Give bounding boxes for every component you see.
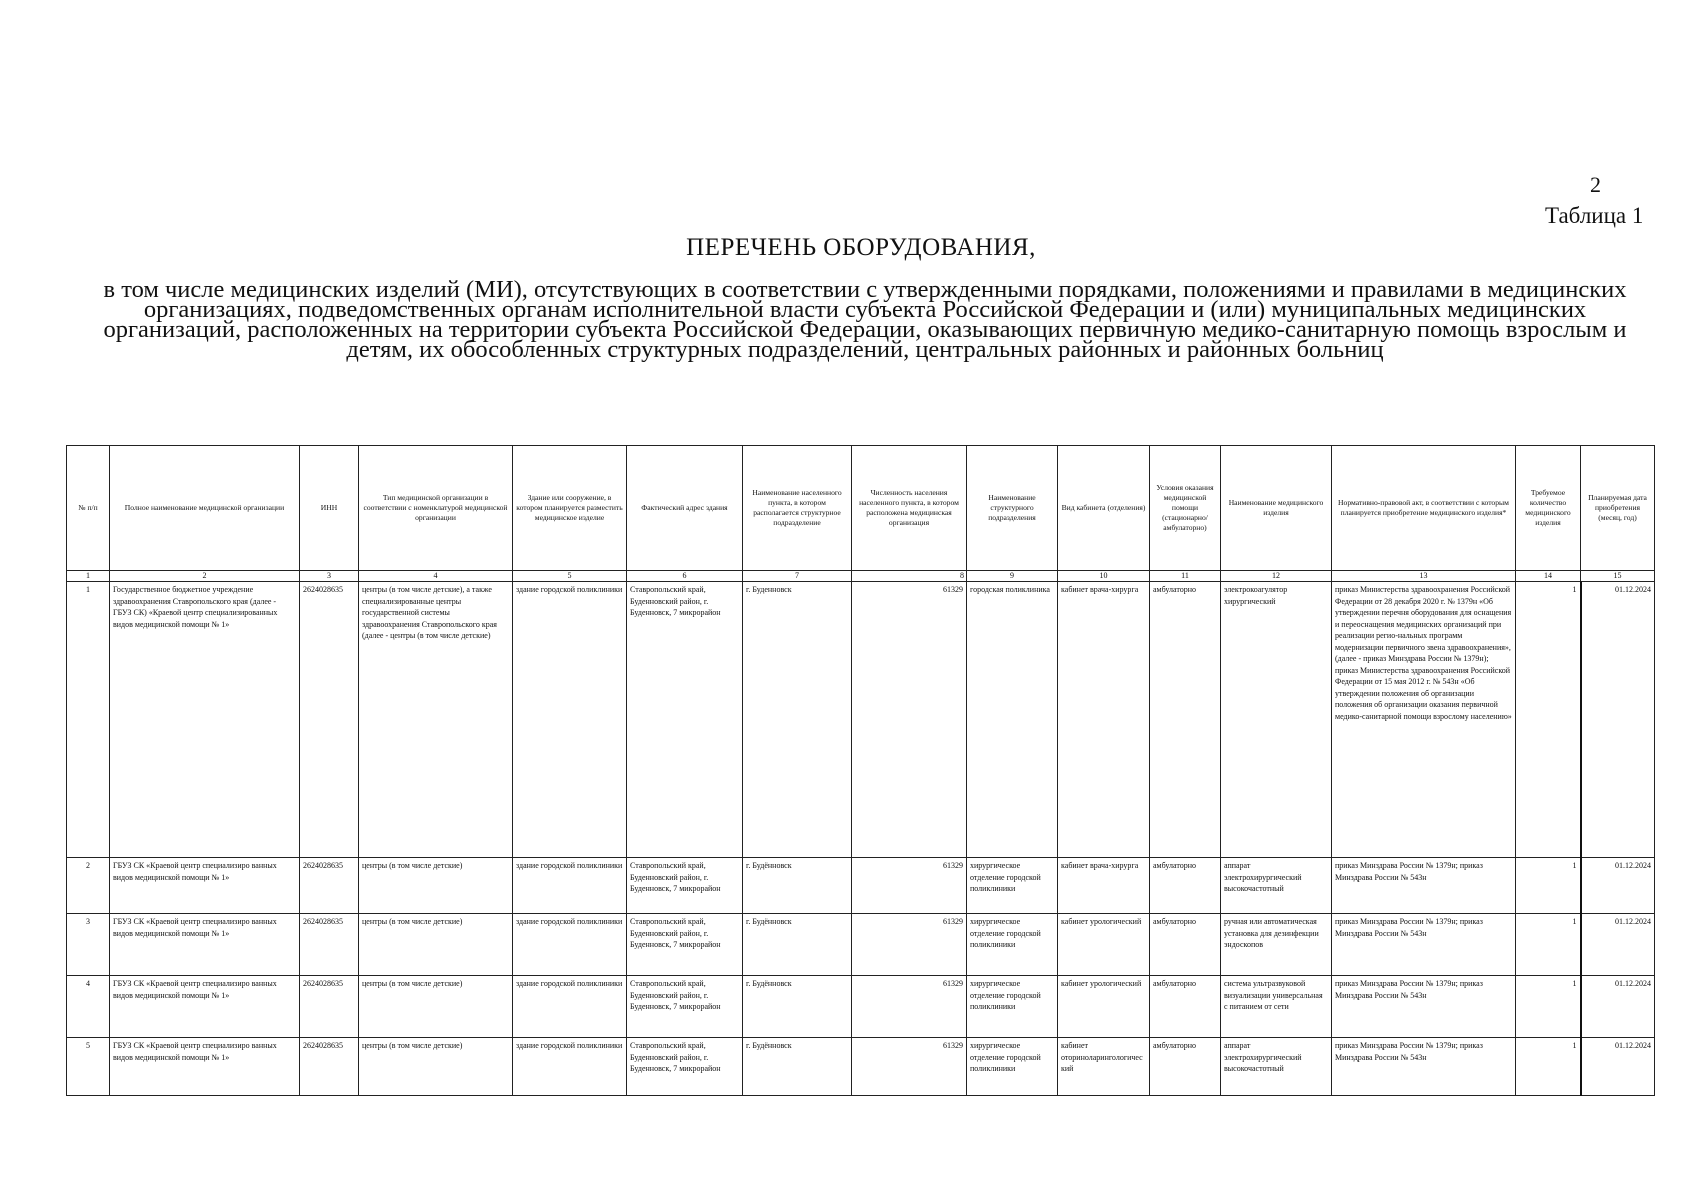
- document-subtitle: в том числе медицинских изделий (МИ), отсутствующих в соответствии с утвержденными порядками, положениями и правилами в медицинских организациях, подведомственных органам исполнительной власти субъекта Российской Федерации и (или) муниципальных медицинских организаций, расположенных на территории субъекта Российской Федерации, оказывающих первичную медико-санитарную помощь взрослым и детям, их обособленных структурных подразделений, центральных районных и районных больниц: [103, 276, 1627, 363]
- cell-inn: 2624028635: [300, 1038, 359, 1096]
- cell-cabinet: кабинет врача-хирурга: [1058, 858, 1150, 914]
- cell-cabinet: кабинет урологический: [1058, 914, 1150, 976]
- table-row: [67, 858, 1655, 914]
- cell-type: центры (в том числе детские): [359, 976, 513, 1038]
- cell-device: ручная или автоматическая установка для дезинфекции эндоскопов: [1221, 914, 1332, 976]
- cell-org: ГБУЗ СК «Краевой центр специализиро ванных видов медицинской помощи № 1»: [110, 914, 300, 976]
- column-number: 4: [359, 571, 513, 582]
- column-header: Вид кабинета (отделения): [1058, 446, 1150, 571]
- column-number: 9: [967, 571, 1058, 582]
- column-header: ИНН: [300, 446, 359, 571]
- cell-act: приказ Минздрава России № 1379н; приказ Минздрава России № 543н: [1332, 1038, 1516, 1096]
- cell-building: здание городской поликлиники: [513, 976, 627, 1038]
- cell-org: ГБУЗ СК «Краевой центр специализиро ванных видов медицинской помощи № 1»: [110, 1038, 300, 1096]
- cell-org: ГБУЗ СК «Краевой центр специализиро ванных видов медицинской помощи № 1»: [110, 858, 300, 914]
- column-header: Численность населения населенного пункта, в котором расположена медицинская организация: [852, 446, 967, 571]
- cell-cabinet: кабинет врача-хирурга: [1058, 582, 1150, 858]
- cell-qty: 1: [1516, 582, 1581, 858]
- cell-population: 61329: [852, 858, 967, 914]
- column-number: 6: [627, 571, 743, 582]
- cell-population: 61329: [852, 1038, 967, 1096]
- cell-act: приказ Минздрава России № 1379н; приказ Минздрава России № 543н: [1332, 914, 1516, 976]
- column-header: Тип медицинской организации в соответствии с номенклатурой медицинской организации: [359, 446, 513, 571]
- cell-qty: 1: [1516, 1038, 1581, 1096]
- column-header: Здание или сооружение, в котором планируется разместить медицинское изделие: [513, 446, 627, 571]
- column-number: 3: [300, 571, 359, 582]
- column-header: Наименование населенного пункта, в котором располагается структурное подразделение: [743, 446, 852, 571]
- column-number: 7: [743, 571, 852, 582]
- cell-device: аппарат электрохирургический высокочастотный: [1221, 858, 1332, 914]
- cell-address: Ставропольский край, Буденновский район, г. Буденновск, 7 микрорайон: [627, 1038, 743, 1096]
- column-header: Требуемое количество медицинского изделия: [1516, 446, 1581, 571]
- cell-num: 1: [67, 582, 110, 858]
- cell-cabinet: кабинет урологический: [1058, 976, 1150, 1038]
- cell-settlement: г. Будённовск: [743, 914, 852, 976]
- column-header: № п/п: [67, 446, 110, 571]
- cell-org: Государственное бюджетное учреждение здравоохранения Ставропольского края (далее - ГБУЗ СК) «Краевой центр специализированных видов медицинской помощи № 1»: [110, 582, 300, 858]
- cell-act: приказ Минздрава России № 1379н; приказ Минздрава России № 543н: [1332, 858, 1516, 914]
- column-number: 5: [513, 571, 627, 582]
- cell-date: 01.12.2024: [1581, 858, 1655, 914]
- cell-conditions: амбулаторно: [1150, 582, 1221, 858]
- cell-date: 01.12.2024: [1581, 582, 1655, 858]
- table-row: [67, 582, 1655, 858]
- cell-subdivision: хирургическое отделение городской поликлиники: [967, 914, 1058, 976]
- cell-date: 01.12.2024: [1581, 1038, 1655, 1096]
- cell-population: 61329: [852, 914, 967, 976]
- column-number: 10: [1058, 571, 1150, 582]
- column-header: Полное наименование медицинской организации: [110, 446, 300, 571]
- cell-subdivision: хирургическое отделение городской поликлиники: [967, 858, 1058, 914]
- cell-type: центры (в том числе детские): [359, 858, 513, 914]
- page-number: 2: [1590, 172, 1601, 197]
- cell-device: система ультразвуковой визуализации универсальная с питанием от сети: [1221, 976, 1332, 1038]
- cell-qty: 1: [1516, 858, 1581, 914]
- cell-settlement: г. Будённовск: [743, 976, 852, 1038]
- cell-num: 4: [67, 976, 110, 1038]
- column-header: Нормативно-правовой акт, в соответствии с которым планируется приобретение медицинского изделия*: [1332, 446, 1516, 571]
- cell-date: 01.12.2024: [1581, 914, 1655, 976]
- cell-population: 61329: [852, 582, 967, 858]
- equipment-table: [66, 445, 1655, 1096]
- cell-cabinet: кабинет оториноларингологичес кий: [1058, 1038, 1150, 1096]
- cell-settlement: г. Будённовск: [743, 1038, 852, 1096]
- column-header: Фактический адрес здания: [627, 446, 743, 571]
- cell-conditions: амбулаторно: [1150, 1038, 1221, 1096]
- column-number: 13: [1332, 571, 1516, 582]
- cell-subdivision: хирургическое отделение городской поликлиники: [967, 1038, 1058, 1096]
- column-number: 14: [1516, 571, 1581, 582]
- cell-settlement: г. Буденновск: [743, 582, 852, 858]
- cell-act: приказ Минздрава России № 1379н; приказ Минздрава России № 543н: [1332, 976, 1516, 1038]
- column-number: 8: [852, 571, 967, 582]
- cell-conditions: амбулаторно: [1150, 914, 1221, 976]
- cell-address: Ставропольский край, Буденновский район, г. Буденновск, 7 микрорайон: [627, 582, 743, 858]
- cell-num: 5: [67, 1038, 110, 1096]
- cell-subdivision: городская поликлиника: [967, 582, 1058, 858]
- cell-building: здание городской поликлиники: [513, 914, 627, 976]
- cell-conditions: амбулаторно: [1150, 858, 1221, 914]
- table-row: [67, 1038, 1655, 1096]
- cell-qty: 1: [1516, 976, 1581, 1038]
- cell-type: центры (в том числе детские), а также специализированные центры государственной системы здравоохранения Ставропольского края (далее - центры (в том числе детские): [359, 582, 513, 858]
- cell-building: здание городской поликлиники: [513, 1038, 627, 1096]
- column-number: 11: [1150, 571, 1221, 582]
- column-number: 15: [1581, 571, 1655, 582]
- cell-population: 61329: [852, 976, 967, 1038]
- cell-num: 3: [67, 914, 110, 976]
- cell-org: ГБУЗ СК «Краевой центр специализиро ванных видов медицинской помощи № 1»: [110, 976, 300, 1038]
- cell-device: аппарат электрохирургический высокочастотный: [1221, 1038, 1332, 1096]
- table-row: [67, 976, 1655, 1038]
- cell-address: Ставропольский край, Буденновский район, г. Буденновск, 7 микрорайон: [627, 914, 743, 976]
- cell-settlement: г. Будённовск: [743, 858, 852, 914]
- table-label: Таблица 1: [1545, 203, 1644, 228]
- cell-date: 01.12.2024: [1581, 976, 1655, 1038]
- column-header: Наименование медицинского изделия: [1221, 446, 1332, 571]
- cell-inn: 2624028635: [300, 976, 359, 1038]
- table-row: [67, 914, 1655, 976]
- column-header: Условия оказания медицинской помощи (стационарно/ амбулаторно): [1150, 446, 1221, 571]
- cell-num: 2: [67, 858, 110, 914]
- cell-building: здание городской поликлиники: [513, 582, 627, 858]
- document-title: ПЕРЕЧЕНЬ ОБОРУДОВАНИЯ,: [686, 234, 1036, 261]
- cell-address: Ставропольский край, Буденновский район, г. Буденновск, 7 микрорайон: [627, 976, 743, 1038]
- column-header: Планируемая дата приобретения (месяц, год): [1581, 446, 1655, 571]
- cell-subdivision: хирургическое отделение городской поликлиники: [967, 976, 1058, 1038]
- cell-inn: 2624028635: [300, 914, 359, 976]
- cell-type: центры (в том числе детские): [359, 1038, 513, 1096]
- column-number-row: [67, 571, 1655, 582]
- column-header: Наименование структурного подразделения: [967, 446, 1058, 571]
- cell-inn: 2624028635: [300, 582, 359, 858]
- cell-type: центры (в том числе детские): [359, 914, 513, 976]
- cell-act: приказ Министерства здравоохранения Российской Федерации от 28 декабря 2020 г. № 1379н «Об утверждении перечня оборудования для оснащения и переоснащения медицинских организаций при реализации регио-нальных программ модернизации первичного звена здравоохранения», (далее - приказ Минздрава России № 1379н); приказ Министерства здравоохранения Российской Федерации от 15 мая 2012 г. № 543н «Об утверждении положения об организации положения об организации оказания первичной медико-санитарной помощи взрослому населению»: [1332, 582, 1516, 858]
- table-header-row: [67, 446, 1655, 571]
- column-number: 12: [1221, 571, 1332, 582]
- column-number: 1: [67, 571, 110, 582]
- cell-conditions: амбулаторно: [1150, 976, 1221, 1038]
- cell-device: электрокоагулятор хирургический: [1221, 582, 1332, 858]
- column-number: 2: [110, 571, 300, 582]
- cell-qty: 1: [1516, 914, 1581, 976]
- cell-address: Ставропольский край, Буденновский район, г. Буденновск, 7 микрорайон: [627, 858, 743, 914]
- cell-inn: 2624028635: [300, 858, 359, 914]
- cell-building: здание городской поликлиники: [513, 858, 627, 914]
